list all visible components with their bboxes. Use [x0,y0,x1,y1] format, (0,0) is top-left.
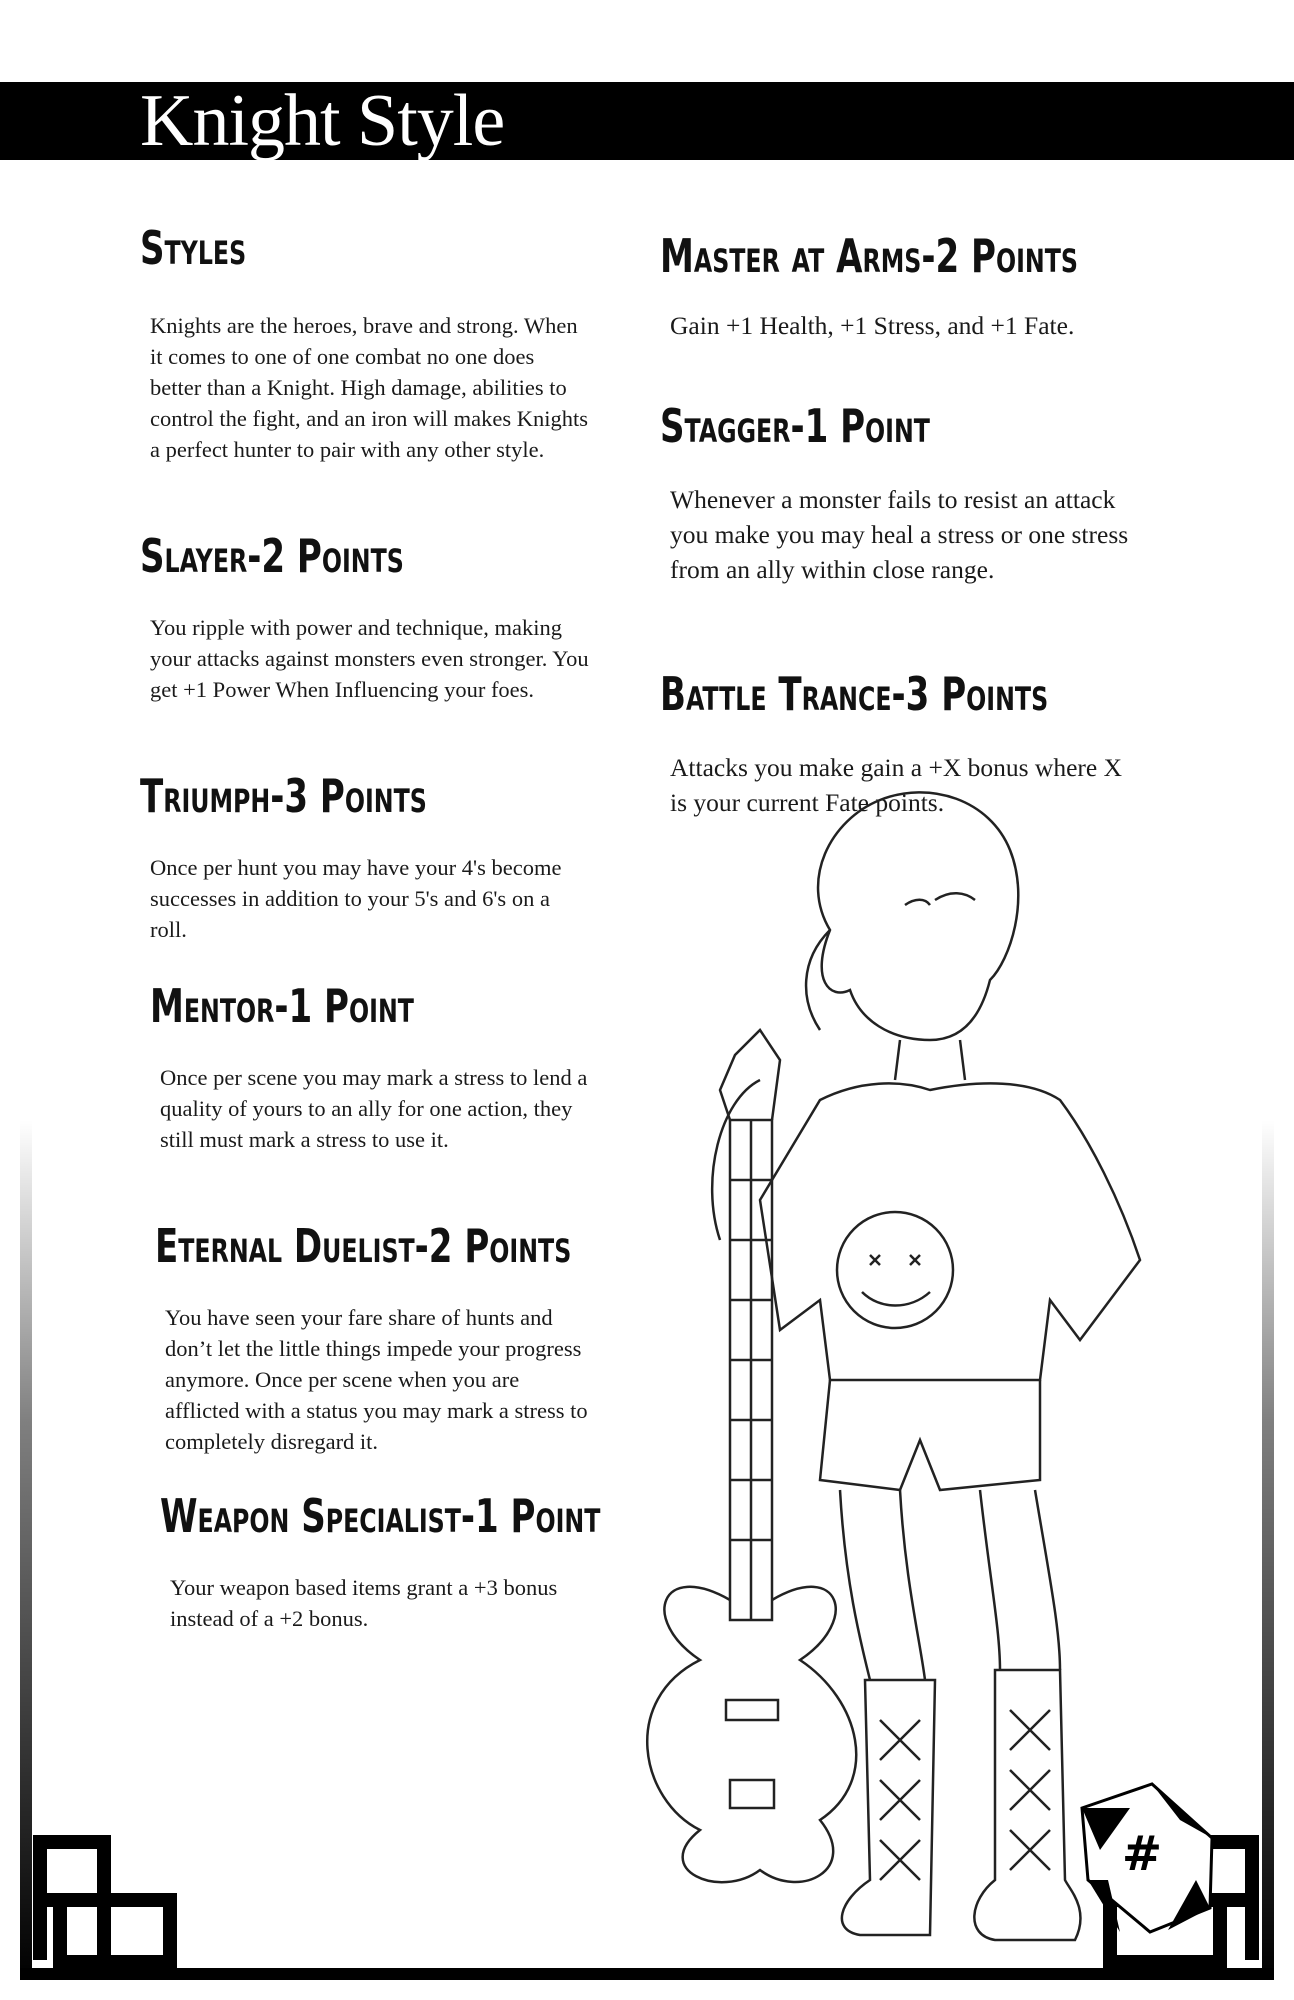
section-heading: Stagger-1 Point [660,399,930,453]
left-border [20,1120,32,1980]
right-border [1262,1120,1274,1980]
section-body: Knights are the heroes, brave and strong. When it comes to one of one combat no one does better than a Knight. High damage, abilities to control the fight, and an iron will makes Knights a perfect hunter to pair with any other style. [150,313,589,462]
section-heading: Master at Arms-2 Points [660,229,1078,283]
section-body: Gain +1 Health, +1 Stress, and +1 Fate. [670,311,1075,340]
section-heading: Mentor-1 Point [150,979,414,1033]
section-body: Once per hunt you may have your 4's become successes in addition to your 5's and 6's on a roll. [150,855,562,942]
section-heading: Battle Trance-3 Points [660,667,1049,721]
section-heading: Slayer-2 Points [140,529,404,583]
guitar-illustration [647,1030,856,1882]
knight-character-illustration [712,792,1140,1940]
section-body: You ripple with power and technique, making your attacks against monsters even stronger. You get +1 Power When Influencing your foes. [150,615,589,702]
page-number: # [1121,1826,1163,1882]
section-body: Attacks you make gain a +X bonus where X is your current Fate points. [670,753,1123,817]
corner-knot-left [40,1842,170,1962]
section-heading: Triumph-3 Points [140,769,427,823]
page-title: Knight Style [140,80,505,162]
section-heading: Eternal Duelist-2 Points [155,1219,572,1273]
section-body: You have seen your fare share of hunts and don’t let the little things impede your progress anymore. Once per scene when you are afflicted with a status you may mark a stress to completely disregard it. [165,1305,588,1454]
section-body: Once per scene you may mark a stress to lend a quality of yours to an ally for one action, they still must mark a stress to use it. [160,1065,588,1152]
section-heading: Styles [140,221,247,275]
section-body: Whenever a monster fails to resist an attack you make you may heal a stress or one stress from an ally within close range. [670,485,1129,584]
section-body: Your weapon based items grant a +3 bonus instead of a +2 bonus. [170,1575,558,1631]
bottom-border [20,1968,1274,1980]
section-heading: Weapon Specialist-1 Point [160,1489,601,1543]
